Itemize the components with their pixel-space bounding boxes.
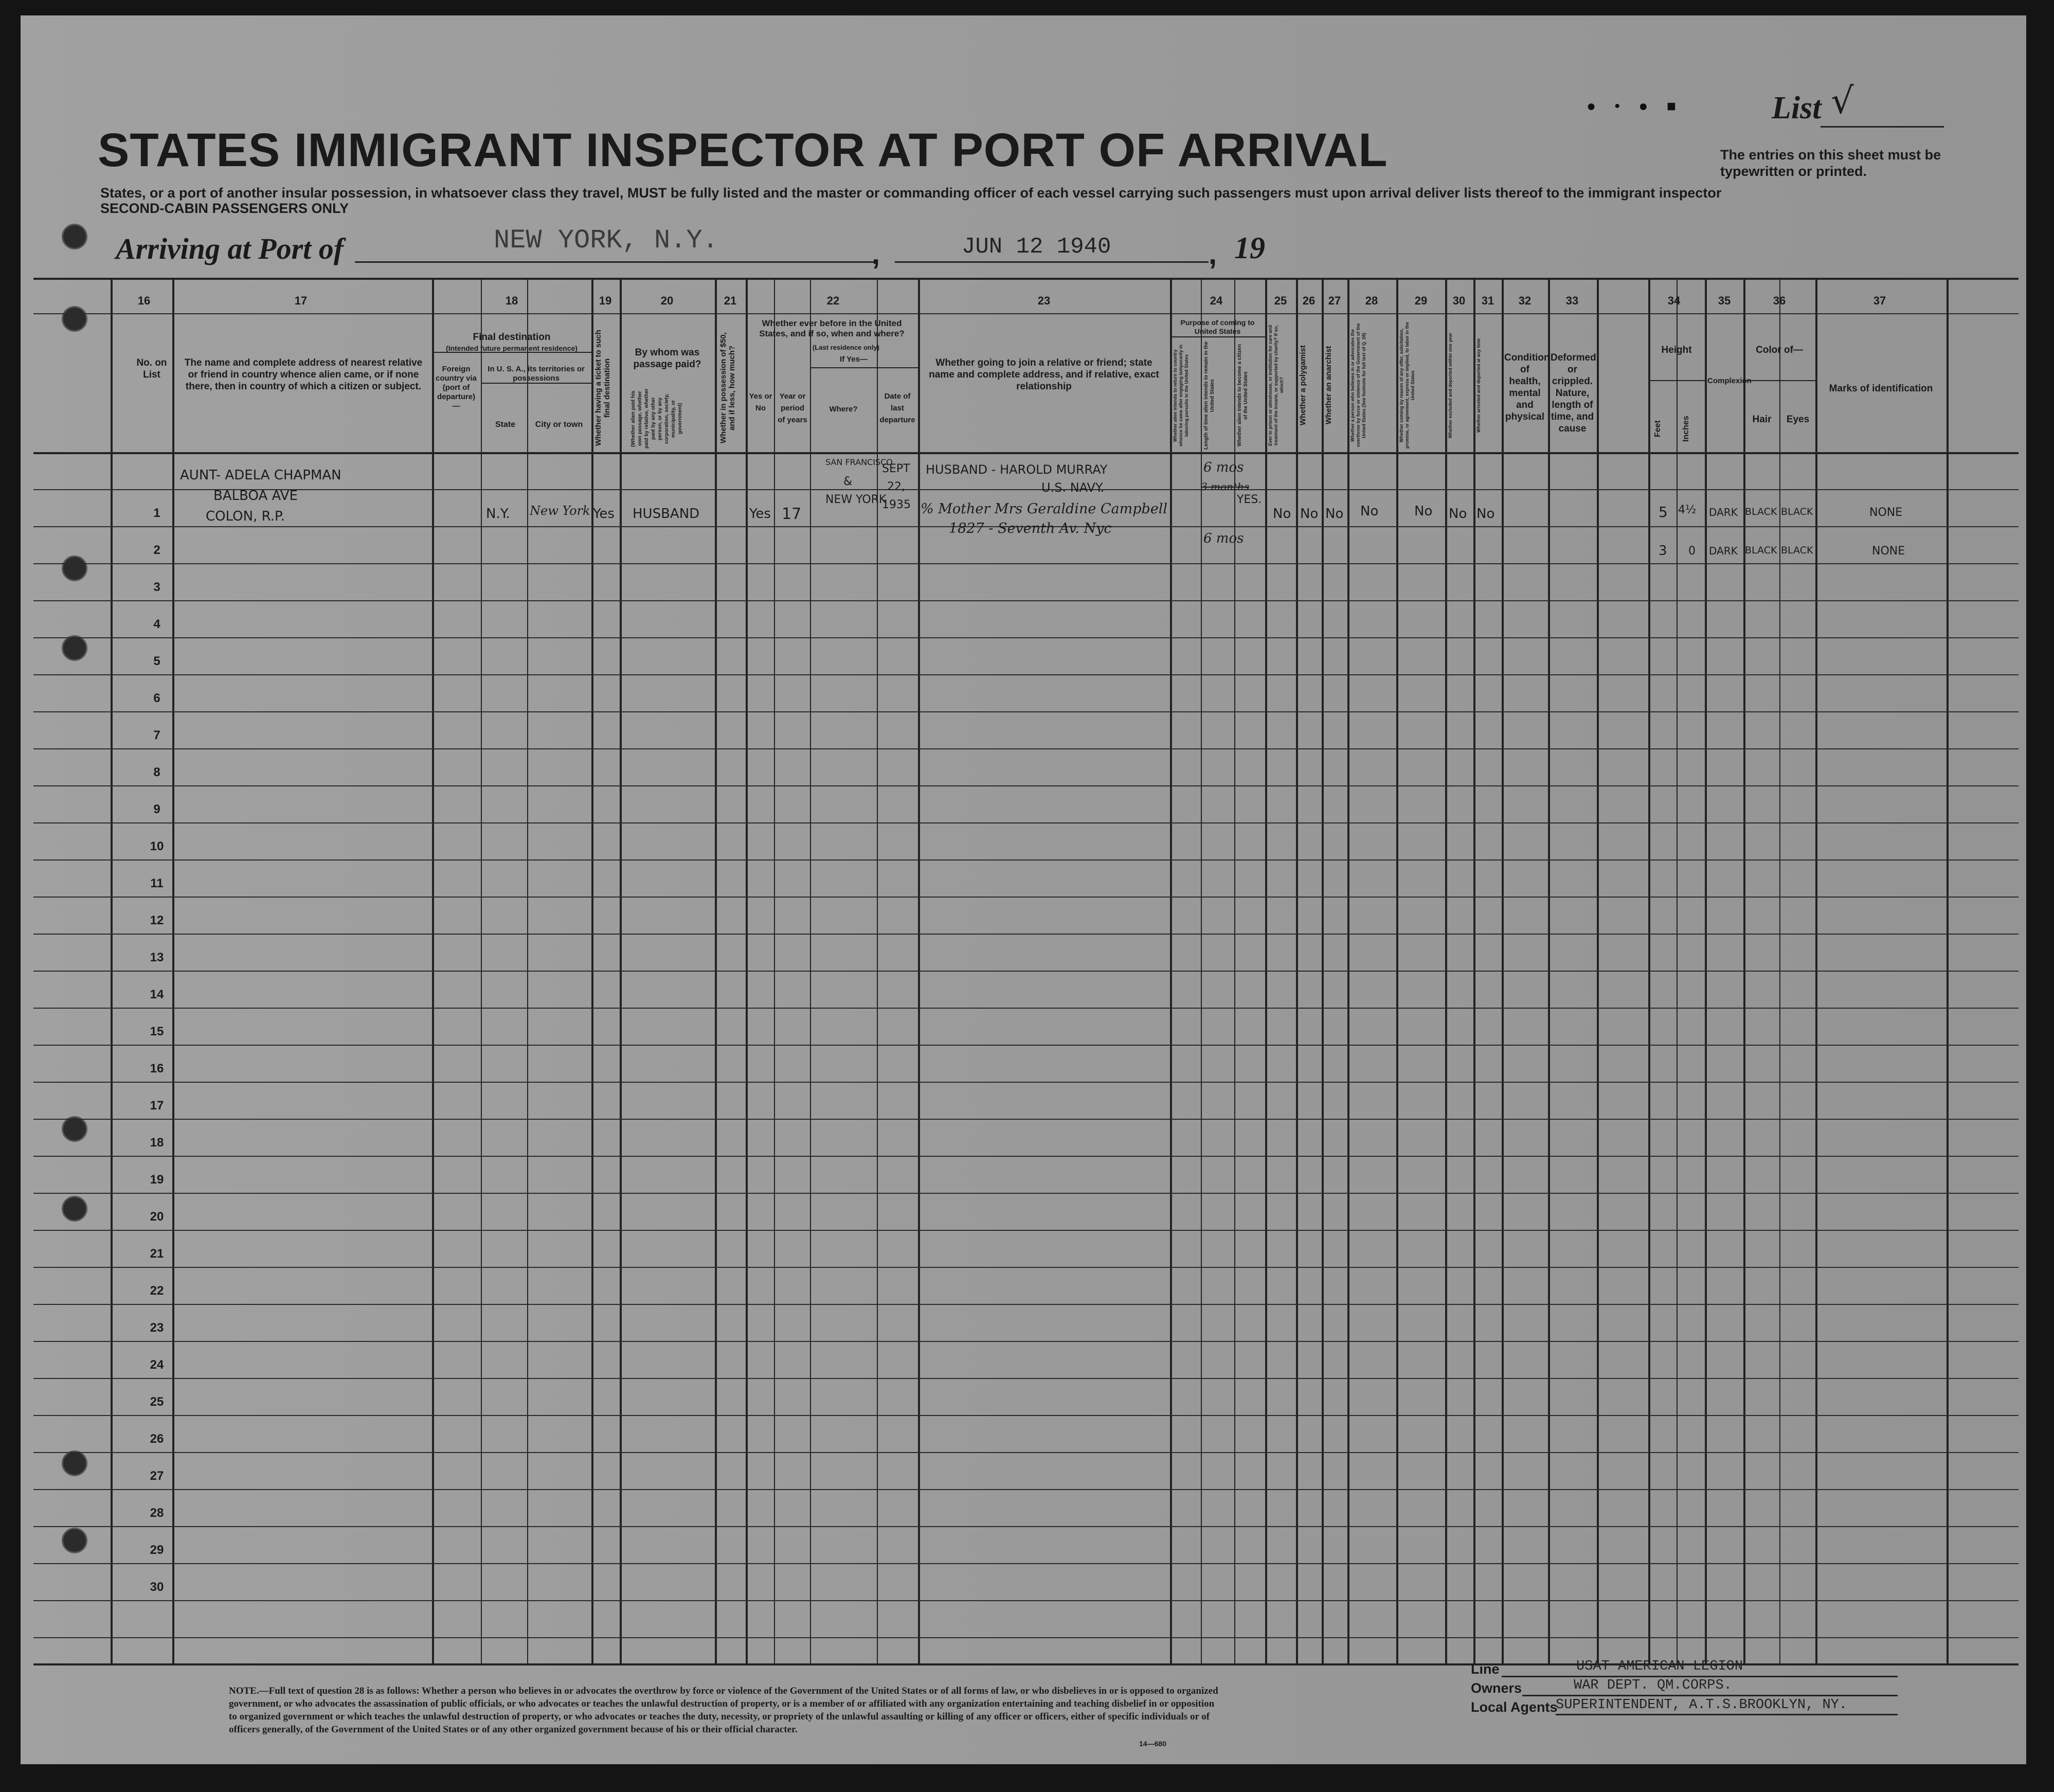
header-color-of: Color of— (1756, 345, 1803, 355)
col-divider (111, 280, 113, 1663)
header-feet: Feet (1653, 420, 1662, 438)
header-fifty-dollars: Whether in possession of $50, and if less, how much? (719, 332, 736, 443)
cabin-class: SECOND-CABIN PASSENGERS ONLY (100, 201, 349, 216)
row-number: 17 (150, 1099, 164, 1113)
row-rule (33, 1415, 2019, 1416)
header-purpose: Purpose of coming to United States (1180, 318, 1255, 335)
local-agents: SUPERINTENDENT, A.T.S.BROOKLYN, NY. (1556, 1697, 1848, 1713)
header-where: Where? (829, 405, 858, 414)
column-number: 27 (1328, 294, 1341, 307)
port-underline (355, 261, 874, 263)
row-number: 3 (153, 580, 160, 594)
row1-anarchist: No (1325, 506, 1344, 522)
col-divider (1815, 280, 1817, 1663)
header-polygamist: Whether a polygamist (1299, 345, 1307, 425)
row-number: 18 (150, 1136, 164, 1150)
row-rule (33, 1489, 2019, 1490)
row1-passage-paid: HUSBAND (633, 506, 700, 522)
row-rule (33, 1230, 2019, 1231)
row-number: 29 (150, 1543, 164, 1557)
row-number: 9 (153, 802, 160, 816)
row-rule (33, 1378, 2019, 1379)
manifest-sheet (21, 15, 2026, 1764)
header-q29: Whether coming by reason of any offer, solicitation, promise, or agreement, express or implied, to labor in the United States (1399, 321, 1415, 449)
row-number: 21 (150, 1247, 164, 1261)
column-number: 23 (1037, 294, 1051, 307)
row1-join-line4: 1827 - Seventh Av. Nyc (949, 521, 1112, 536)
row1-relative-line1: AUNT- ADELA CHAPMAN (180, 468, 341, 483)
row1-join-line3: % Mother Mrs Geraldine Campbell (921, 501, 1168, 517)
separator: , (1209, 237, 1217, 271)
header-anarchist: Whether an anarchist (1324, 346, 1333, 425)
col-divider (1322, 280, 1324, 1663)
row-number: 25 (150, 1395, 164, 1409)
col-divider (918, 280, 920, 1663)
row-number: 20 (150, 1210, 164, 1224)
row1-q30: No (1449, 506, 1467, 522)
row1-q28: No (1360, 504, 1379, 519)
line-underline (1502, 1676, 1898, 1677)
subheader-rule (1170, 336, 1265, 337)
ink-blot-marks: ● • ● ■ (1587, 98, 1683, 115)
row-number: 30 (150, 1580, 164, 1594)
column-number: 32 (1518, 294, 1532, 307)
row1-marks: NONE (1869, 506, 1903, 519)
row-rule (33, 1008, 2019, 1009)
line-label: Line (1471, 1661, 1500, 1677)
header-height: Height (1661, 345, 1692, 355)
row-rule (33, 1193, 2019, 1194)
header-if-yes: If Yes— (840, 355, 868, 364)
row1-feet: 5 (1659, 504, 1668, 521)
row-rule (33, 1267, 2019, 1268)
row-rule (33, 785, 2019, 786)
header-yes-or-no: Yes or No (749, 392, 772, 413)
col-divider (810, 280, 811, 1663)
row-number: 8 (153, 765, 160, 779)
page-subtitle: States, or a port of another insular possession, in whatsoever class they travel, MUST be fully listed and the master or commanding officer of each vessel carrying such passengers must upon arrival deliver lists thereof to the immigrant inspector (100, 185, 1722, 201)
row1-where-line2: & (843, 475, 853, 488)
header-nearest-relative: The name and complete address of nearest relative or friend in country whence alien came, or if none there, then in country of which a citizen or subject. (184, 357, 423, 392)
column-number: 26 (1302, 294, 1316, 307)
column-number: 18 (505, 294, 518, 307)
typewritten-note: The entries on this sheet must be typewritten or printed. (1720, 147, 1941, 179)
row-number: 15 (150, 1025, 164, 1038)
col-divider (481, 280, 482, 1663)
col-divider (432, 280, 434, 1663)
header-health: Condition of health, mental and physical (1504, 352, 1550, 422)
header-foreign-country: Foreign country via (port of departure)— (435, 365, 477, 410)
header-no-on-list: No. on List (136, 357, 167, 380)
row-number: 27 (150, 1469, 164, 1483)
header-q31: Whether arrested and deported at any time (1476, 338, 1481, 433)
row1-prison: No (1273, 506, 1291, 522)
row1-where-line1: SAN FRANCISCO (825, 457, 893, 467)
col-divider (1170, 280, 1172, 1663)
column-number: 19 (599, 294, 612, 307)
row-rule (33, 971, 2019, 972)
header-ever-before: Whether ever before in the United States, and if so, when and where? (759, 318, 905, 338)
col-divider (527, 280, 528, 1663)
row-number: 24 (150, 1358, 164, 1372)
header-passage-paid: By whom was passage paid? (633, 347, 701, 370)
col-divider (715, 280, 717, 1663)
vessel-line: USAT AMERICAN LEGION (1576, 1659, 1743, 1674)
row-rule (33, 1341, 2019, 1342)
date-underline (895, 261, 1209, 263)
row1-relative-line3: COLON, R.P. (206, 509, 285, 524)
column-number: 16 (137, 294, 151, 307)
header-purpose-citizen: Whether alien intends to become a citizen of the United States (1237, 344, 1249, 447)
col-divider (1705, 280, 1707, 1663)
header-q28: Whether a person who believes in or advocates the overthrow by force or violence of the Government of the United States (See footnote for full text of Q. 28) (1350, 323, 1366, 447)
header-date-last-departure: Date of last departure (879, 392, 915, 424)
col-divider (1597, 280, 1599, 1663)
col-number-rule (33, 313, 2019, 314)
subheader-rule (432, 352, 591, 353)
row1-departure-line1: SEPT (882, 462, 910, 475)
row1-hair: BLACK (1745, 506, 1777, 517)
form-code: 14—680 (1139, 1740, 1166, 1748)
row-rule (33, 1563, 2019, 1564)
header-ticket: Whether having a ticket to such final destination (594, 330, 611, 446)
row-number: 26 (150, 1432, 164, 1446)
column-number: 33 (1565, 294, 1579, 307)
header-deformed: Deformed or crippled. Nature, length of time, and cause (1551, 352, 1596, 434)
row-rule (33, 1304, 2019, 1305)
header-prison: Ever in prison or almshouse, or institution for care and treatment of the insane, or supported by charity? If so, which? (1268, 325, 1284, 446)
row-number: 10 (150, 839, 164, 853)
column-number: 17 (294, 294, 308, 307)
row-number: 28 (150, 1506, 164, 1520)
row-rule (33, 859, 2019, 861)
row1-purpose-time-struck: 3 months (1201, 480, 1250, 493)
col-divider (1396, 280, 1398, 1663)
header-eyes: Eyes (1786, 414, 1810, 425)
list-underline (1821, 126, 1944, 128)
row-rule (33, 1637, 2019, 1638)
col-divider (1347, 280, 1349, 1663)
local-agents-underline (1556, 1714, 1898, 1715)
col-divider (1677, 280, 1678, 1663)
column-number: 20 (660, 294, 674, 307)
row1-polygamist: No (1300, 506, 1319, 522)
row-rule (33, 822, 2019, 823)
row1-ever-before: Yes (749, 506, 771, 522)
row1-city: New York (530, 504, 590, 518)
row-rule (33, 563, 2019, 564)
header-last-residence: (Last residence only) (812, 344, 880, 351)
row1-purpose-time: 6 mos (1203, 460, 1244, 475)
header-state: State (495, 420, 516, 429)
row-number: 16 (150, 1062, 164, 1076)
row-rule (33, 489, 2019, 490)
column-number: 25 (1274, 294, 1287, 307)
row1-eyes: BLACK (1781, 506, 1813, 517)
col-divider (591, 280, 593, 1663)
col-divider (1548, 280, 1550, 1663)
header-passage-note: (Whether alien paid his own passage, whether paid by relative, whether paid by any other person, or by any corporation, society, municipality, or government) (630, 388, 683, 449)
header-purpose-return: Whether alien intends to return to country whence he came after engaging temporarily in laboring pursuits in the United States (1173, 344, 1189, 447)
row-number: 13 (150, 951, 164, 964)
column-number: 36 (1773, 294, 1786, 307)
row-rule (33, 934, 2019, 935)
arrival-date: JUN 12 1940 (962, 234, 1111, 260)
row1-inches: 4½ (1678, 504, 1697, 516)
header-complexion: Complexion (1707, 377, 1752, 385)
col-divider (1445, 280, 1447, 1663)
col-divider (746, 280, 748, 1663)
row-rule (33, 1119, 2019, 1120)
column-number: 21 (724, 294, 737, 307)
header-final-destination: Final destination (473, 332, 551, 343)
row2-hair: BLACK (1745, 545, 1777, 556)
row1-departure-line2: 22, (887, 480, 905, 493)
col-divider (877, 280, 878, 1663)
row2-eyes: BLACK (1781, 545, 1813, 556)
row-rule (33, 1045, 2019, 1046)
col-divider (620, 280, 622, 1663)
row-rule (33, 600, 2019, 601)
row-rule (33, 711, 2019, 712)
row-rule (33, 637, 2019, 638)
row2-feet: 3 (1659, 543, 1667, 559)
subheader-rule (1743, 380, 1815, 381)
column-number: 34 (1667, 294, 1681, 307)
row-number: 11 (150, 876, 164, 890)
row-number: 14 (150, 988, 164, 1001)
col-divider (1947, 280, 1949, 1663)
row1-state: N.Y. (486, 506, 510, 522)
row1-join-line1: HUSBAND - HAROLD MURRAY (926, 462, 1108, 477)
header-hair: Hair (1752, 414, 1772, 425)
row1-q29: No (1414, 504, 1433, 519)
footnote-question-28: NOTE.—Full text of question 28 is as follows: Whether a person who believes in or advocates the overthrow by force or violence of the Government of the United States or of all forms of law, or who disbelieves in or is opposed to organized government, or who advocates the assassination of public officials, or who advocates or teaches the unlawful destruction of property, or is a member of or affiliated with any organization entertaining and teaching disbelief in or opposition to organized government or which teaches the unlawful destruction of property, or who advocates or teaches the duty, necessity, or propriety of the unlawful assaulting or killing of any officer or officers, either of specific individuals or of officers generally, of the Government of the United States or of any other organized government because of his or their official character. (229, 1686, 1218, 1735)
column-number: 37 (1873, 294, 1886, 307)
row-rule (33, 674, 2019, 675)
col-divider (1473, 280, 1475, 1663)
row1-years: 17 (782, 505, 802, 523)
column-number: 29 (1414, 294, 1428, 307)
row-rule (33, 1156, 2019, 1157)
row1-ticket: Yes (593, 506, 615, 522)
row-number: 5 (153, 654, 160, 668)
column-number: 30 (1452, 294, 1466, 307)
row-rule (33, 1452, 2019, 1453)
manifest-table (33, 278, 2019, 1665)
column-number: 22 (826, 294, 840, 307)
col-divider (1779, 280, 1780, 1663)
col-divider (1648, 280, 1650, 1663)
row-rule (33, 897, 2019, 898)
header-year-or-period: Year or period of years (778, 392, 807, 424)
arriving-label: Arriving at Port of (116, 232, 344, 265)
vessel-owners: WAR DEPT. QM.CORPS. (1574, 1678, 1732, 1693)
row1-where-line3: NEW YORK (825, 493, 887, 506)
column-number: 35 (1718, 294, 1731, 307)
col-divider (774, 280, 775, 1663)
row-number: 2 (153, 543, 160, 557)
row-rule (33, 1600, 2019, 1601)
row1-relative-line2: BALBOA AVE (213, 488, 298, 504)
row-number: 1 (153, 506, 160, 520)
header-city: City or town (535, 420, 583, 429)
row-rule (33, 1082, 2019, 1083)
row-number: 12 (150, 913, 164, 927)
separator: , (872, 237, 880, 271)
header-inches: Inches (1682, 416, 1690, 442)
header-bottom-rule (33, 452, 2019, 454)
row-number: 6 (153, 691, 160, 705)
list-label: List (1772, 91, 1822, 126)
column-number: 28 (1365, 294, 1378, 307)
page-title: STATES IMMIGRANT INSPECTOR AT PORT OF ARRIVAL (98, 124, 1388, 176)
list-checkmark: √ (1831, 80, 1854, 122)
binder-hole (62, 224, 87, 249)
header-final-destination-note: (Intended future permanent residence) (446, 344, 578, 352)
col-divider (1502, 280, 1504, 1663)
row-number: 4 (153, 617, 160, 631)
row2-purpose-time: 6 mos (1203, 531, 1244, 546)
col-divider (1296, 280, 1298, 1663)
header-purpose-length: Length of time alien intends to remain in the United States (1203, 341, 1215, 450)
column-number: 24 (1210, 294, 1223, 307)
row2-marks: NONE (1872, 545, 1905, 558)
row1-complexion: DARK (1709, 506, 1738, 518)
col-divider (172, 280, 174, 1663)
port-of-arrival: NEW YORK, N.Y. (494, 225, 718, 256)
row-number: 7 (153, 728, 160, 742)
owners-label: Owners (1471, 1680, 1522, 1696)
row1-join-line2: U.S. NAVY. (1041, 480, 1105, 495)
row1-purpose-citizen: YES. (1237, 493, 1262, 506)
local-agents-label: Local Agents (1471, 1699, 1558, 1715)
row-number: 19 (150, 1173, 164, 1187)
row1-q31: No (1476, 506, 1495, 522)
header-q30: Whether excluded and deported within one year (1448, 332, 1453, 438)
column-number: 31 (1481, 294, 1494, 307)
header-marks: Marks of identification (1829, 383, 1933, 394)
row-number: 23 (150, 1321, 164, 1335)
row-rule (33, 748, 2019, 749)
col-divider (1743, 280, 1745, 1663)
row2-inches: 0 (1688, 545, 1696, 558)
owners-underline (1522, 1695, 1898, 1696)
row-rule (33, 1526, 2019, 1527)
subheader-rule (481, 383, 591, 384)
subheader-rule (1648, 380, 1705, 381)
row-number: 22 (150, 1284, 164, 1298)
year-prefix: 19 (1234, 231, 1265, 265)
row1-departure-line3: 1935 (882, 498, 911, 511)
subheader-rule (810, 367, 918, 368)
col-divider (1265, 280, 1267, 1663)
header-going-to-join: Whether going to join a relative or friend; state name and complete address, and if relative, exact relationship (929, 357, 1159, 392)
row2-complexion: DARK (1709, 545, 1738, 557)
header-in-usa: In U. S. A., its territories or possessions (488, 365, 585, 383)
